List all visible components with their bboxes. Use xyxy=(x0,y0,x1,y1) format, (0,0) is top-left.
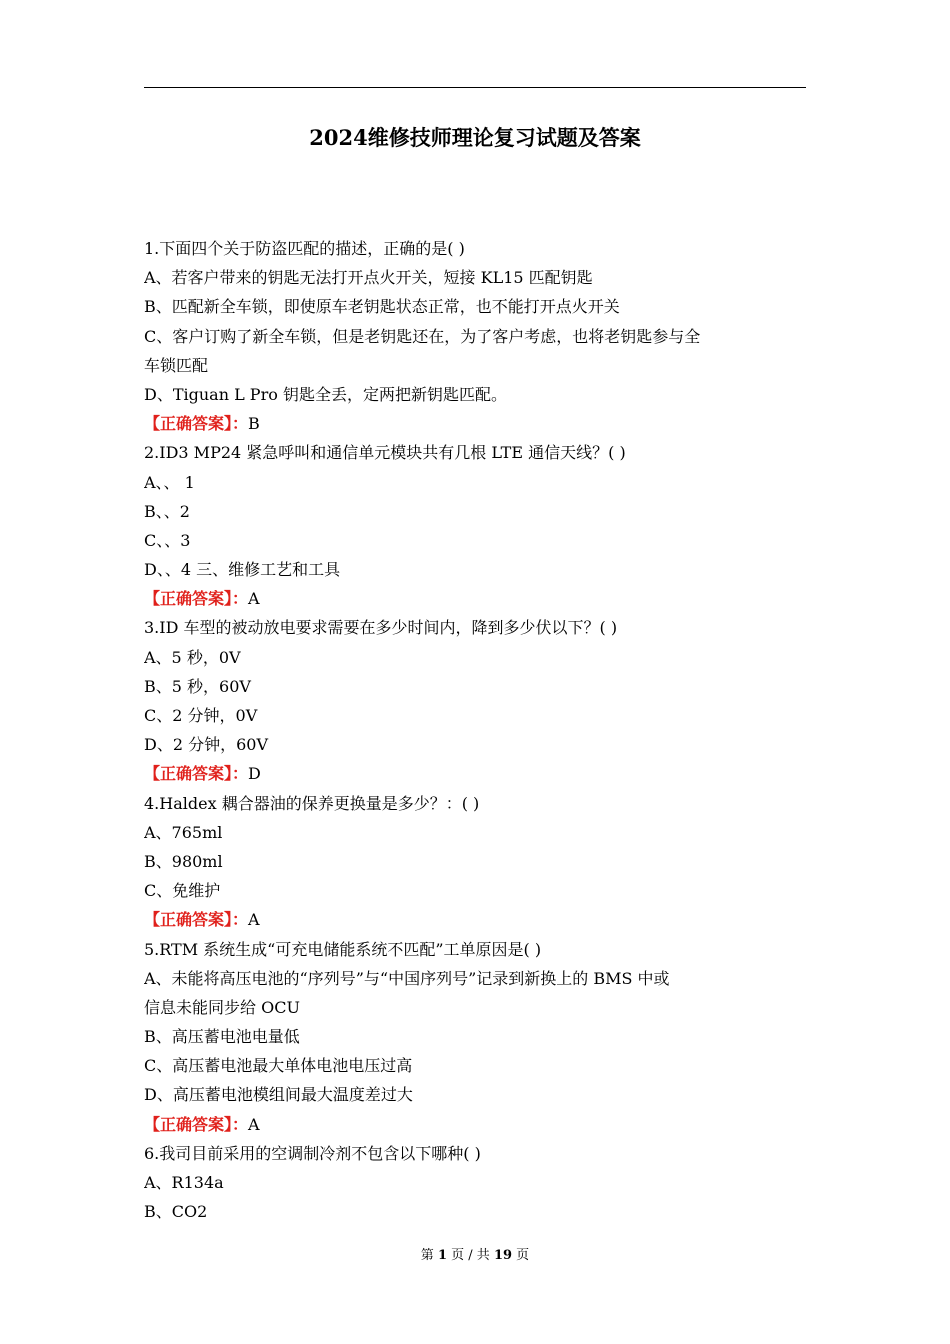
option-line: B、980ml xyxy=(144,851,223,871)
question-stem: 5.RTM 系统生成“可充电储能系统不匹配”工单原因是( ) xyxy=(144,939,542,959)
footer-total-pages: 19 xyxy=(493,1248,513,1263)
document-title: 2024维修技师理论复习试题及答案 xyxy=(309,125,641,150)
correct-answer-label: 【正确答案】： xyxy=(144,589,249,609)
footer-suffix: 页 xyxy=(516,1248,530,1263)
correct-answer-label: 【正确答案】： xyxy=(144,1114,249,1134)
question-list xyxy=(144,234,808,1226)
correct-answer-value: A xyxy=(248,1114,260,1134)
option-line: A、R134a xyxy=(144,1173,224,1192)
option-line: A、5 秒，0V xyxy=(144,647,241,667)
correct-answer xyxy=(144,584,808,613)
correct-answer-label: 【正确答案】： xyxy=(144,764,249,784)
question-stem: 4.Haldex 耦合器油的保养更换量是多少？：( ) xyxy=(144,793,480,813)
correct-answer-label: 【正确答案】： xyxy=(144,414,249,434)
option-line: B、CO2 xyxy=(144,1202,208,1222)
option-line: C、2 分钟，0V xyxy=(144,706,258,725)
footer-page-number: 1 xyxy=(437,1248,447,1263)
option-line: C、高压蓄电池最大单体电池电压过高 xyxy=(144,1056,413,1076)
option-line: C、客户订购了新全车锁，但是老钥匙还在，为了客户考虑，也将老钥匙参与全 xyxy=(144,326,701,346)
option-line: 信息未能同步给 OCU xyxy=(144,997,300,1017)
option-line: B、、2 xyxy=(144,501,190,521)
option-line: D、高压蓄电池模组间最大温度差过大 xyxy=(144,1085,413,1105)
option-line: A、若客户带来的钥匙无法打开点火开关，短接 KL15 匹配钥匙 xyxy=(144,268,593,288)
correct-answer xyxy=(144,409,808,438)
correct-answer-value: B xyxy=(248,414,260,434)
correct-answer-label: 【正确答案】： xyxy=(144,910,249,930)
page-footer xyxy=(0,1244,950,1263)
correct-answer xyxy=(144,1110,808,1139)
question-stem: 2.ID3 MP24 紧急呼叫和通信单元模块共有几根 LTE 通信天线？( ) xyxy=(144,443,626,463)
correct-answer-value: A xyxy=(248,589,260,609)
option-line: A、765ml xyxy=(144,822,223,842)
correct-answer xyxy=(144,759,808,788)
option-line: D、2 分钟，60V xyxy=(144,735,269,755)
footer-mid: 页 / 共 xyxy=(451,1248,490,1263)
option-line: 车锁匹配 xyxy=(144,355,209,375)
correct-answer-value: A xyxy=(248,910,260,930)
option-line: D、、4 三、维修工艺和工具 xyxy=(144,560,341,580)
question-stem: 6.我司目前采用的空调制冷剂不包含以下哪种( ) xyxy=(144,1143,481,1163)
option-line: A、未能将高压电池的“序列号”与“中国序列号”记录到新换上的 BMS 中或 xyxy=(144,968,670,988)
option-line: A、、 1 xyxy=(144,472,195,492)
option-line: C、免维护 xyxy=(144,881,221,901)
correct-answer-value: D xyxy=(248,764,261,784)
question-stem: 3.ID 车型的被动放电要求需要在多少时间内，降到多少伏以下？( ) xyxy=(144,618,618,638)
option-line: D、Tiguan L Pro 钥匙全丢，定两把新钥匙匹配。 xyxy=(144,384,507,404)
header-rule xyxy=(144,87,806,88)
footer-prefix: 第 xyxy=(420,1248,434,1263)
option-line: B、高压蓄电池电量低 xyxy=(144,1027,300,1047)
question-stem: 1.下面四个关于防盗匹配的描述，正确的是( ) xyxy=(144,239,465,258)
correct-answer xyxy=(144,905,808,934)
option-line: B、5 秒，60V xyxy=(144,676,251,696)
option-line: C、、3 xyxy=(144,530,191,550)
option-line: B、匹配新全车锁，即使原车老钥匙状态正常，也不能打开点火开关 xyxy=(144,297,620,317)
